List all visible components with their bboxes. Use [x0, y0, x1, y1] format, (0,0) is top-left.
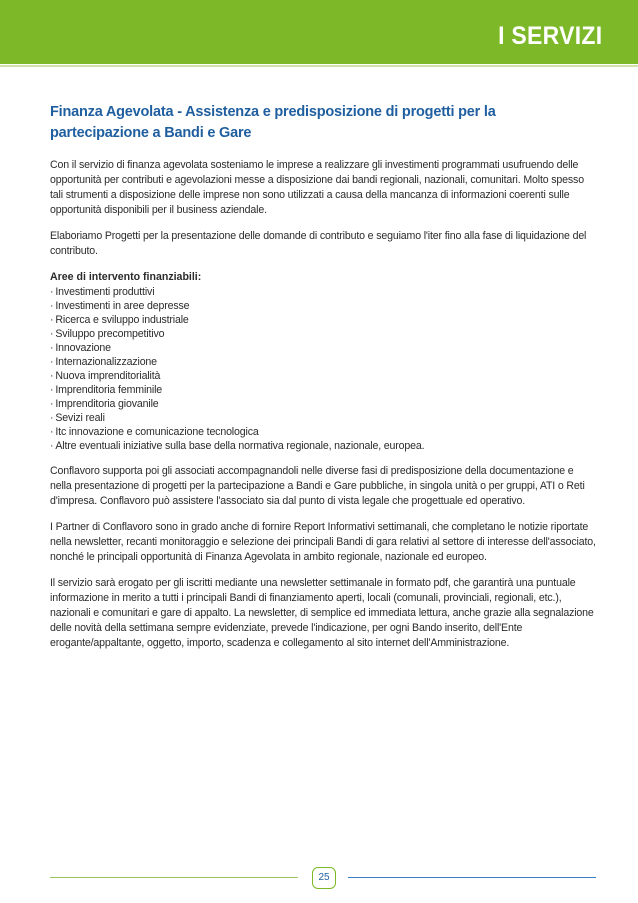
paragraph-projects: Elaboriamo Progetti per la presentazione delle domande di contributo e seguiamo l'iter fino alla fase di liquidazione del contributo.: [50, 230, 587, 257]
areas-list: [50, 285, 596, 453]
page-title-line2: partecipazione a Bandi e Gare: [50, 125, 252, 141]
list-item: · Internazionalizzazione: [50, 355, 596, 369]
list-item: · Sevizi reali: [50, 411, 596, 425]
section-header-title: I SERVIZI: [497, 22, 602, 50]
list-item: · Imprenditoria giovanile: [50, 397, 596, 411]
list-item: · Nuova imprenditorialità: [50, 369, 596, 383]
areas-title: Aree di intervento finanziabili:: [50, 271, 202, 283]
page-number: 25: [312, 867, 336, 889]
list-item: · Investimenti produttivi: [50, 285, 596, 299]
paragraph-newsletter: Il servizio sarà erogato per gli iscritti mediante una newsletter settimanale in formato pdf, che garantirà una puntuale informazione in merito a tutti i principali Bandi di finanziamento aperti, locali (comunali, provinciali, regionali, etc.), nazionali e comunitari e gare di appalto. La newsletter, di semplice ed immediata lettura, anche grazie alla segnalazione delle novità della settimana sempre evidenziate, prevede l'indicazione, per ogni Bando inserito, dell'Ente erogante/appaltante, oggetto, importo, scadenza e collegamento al sito internet dell'Amministrazione.: [50, 577, 594, 649]
page-content: [50, 102, 596, 662]
footer-divider-left: [50, 877, 298, 878]
list-item: · Itc innovazione e comunicazione tecnologica: [50, 425, 596, 439]
list-item: · Innovazione: [50, 341, 596, 355]
header-bar: [0, 0, 638, 64]
page-title: [50, 102, 596, 144]
list-item: · Altre eventuali iniziative sulla base della normativa regionale, nazionale, europea.: [50, 439, 596, 453]
list-item: · Ricerca e sviluppo industriale: [50, 313, 596, 327]
list-item: · Sviluppo precompetitivo: [50, 327, 596, 341]
list-item: · Imprenditoria femminile: [50, 383, 596, 397]
footer-divider-right: [348, 877, 596, 878]
page-title-line1: Finanza Agevolata - Assistenza e predisposizione di progetti per la: [50, 104, 496, 120]
paragraph-partners: I Partner di Conflavoro sono in grado anche di fornire Report Informativi settimanali, che completano le notizie riportate nella newsletter, recanti monitoraggio e selezione dei principali Bandi di gara relativi al settore di interesse dell'associato, nonché le principali opportunità di Finanza Agevolata in ambito regionale, nazionale ed europeo.: [50, 521, 596, 563]
paragraph-support: Conflavoro supporta poi gli associati accompagnandoli nelle diverse fasi di predisposizione della documentazione e nella presentazione di progetti per la partecipazione a Bandi e Gare pubbliche, in singola unità o per gruppi, ATI o Reti d'impresa. Conflavoro può assistere l'associato sia dal punto di vista legale che progettuale ed operativo.: [50, 465, 585, 507]
list-item: · Investimenti in aree depresse: [50, 299, 596, 313]
paragraph-intro: Con il servizio di finanza agevolata sosteniamo le imprese a realizzare gli investimenti programmati usufruendo delle opportunità per contributi e agevolazioni messe a disposizione dai bandi regionali, nazionali, comunitari. Molto spesso tali strumenti a disposizione delle imprese non sono utilizzati a causa della mancanza di informazioni coerenti sulle opportunità disponibili per il business aziendale.: [50, 159, 584, 216]
